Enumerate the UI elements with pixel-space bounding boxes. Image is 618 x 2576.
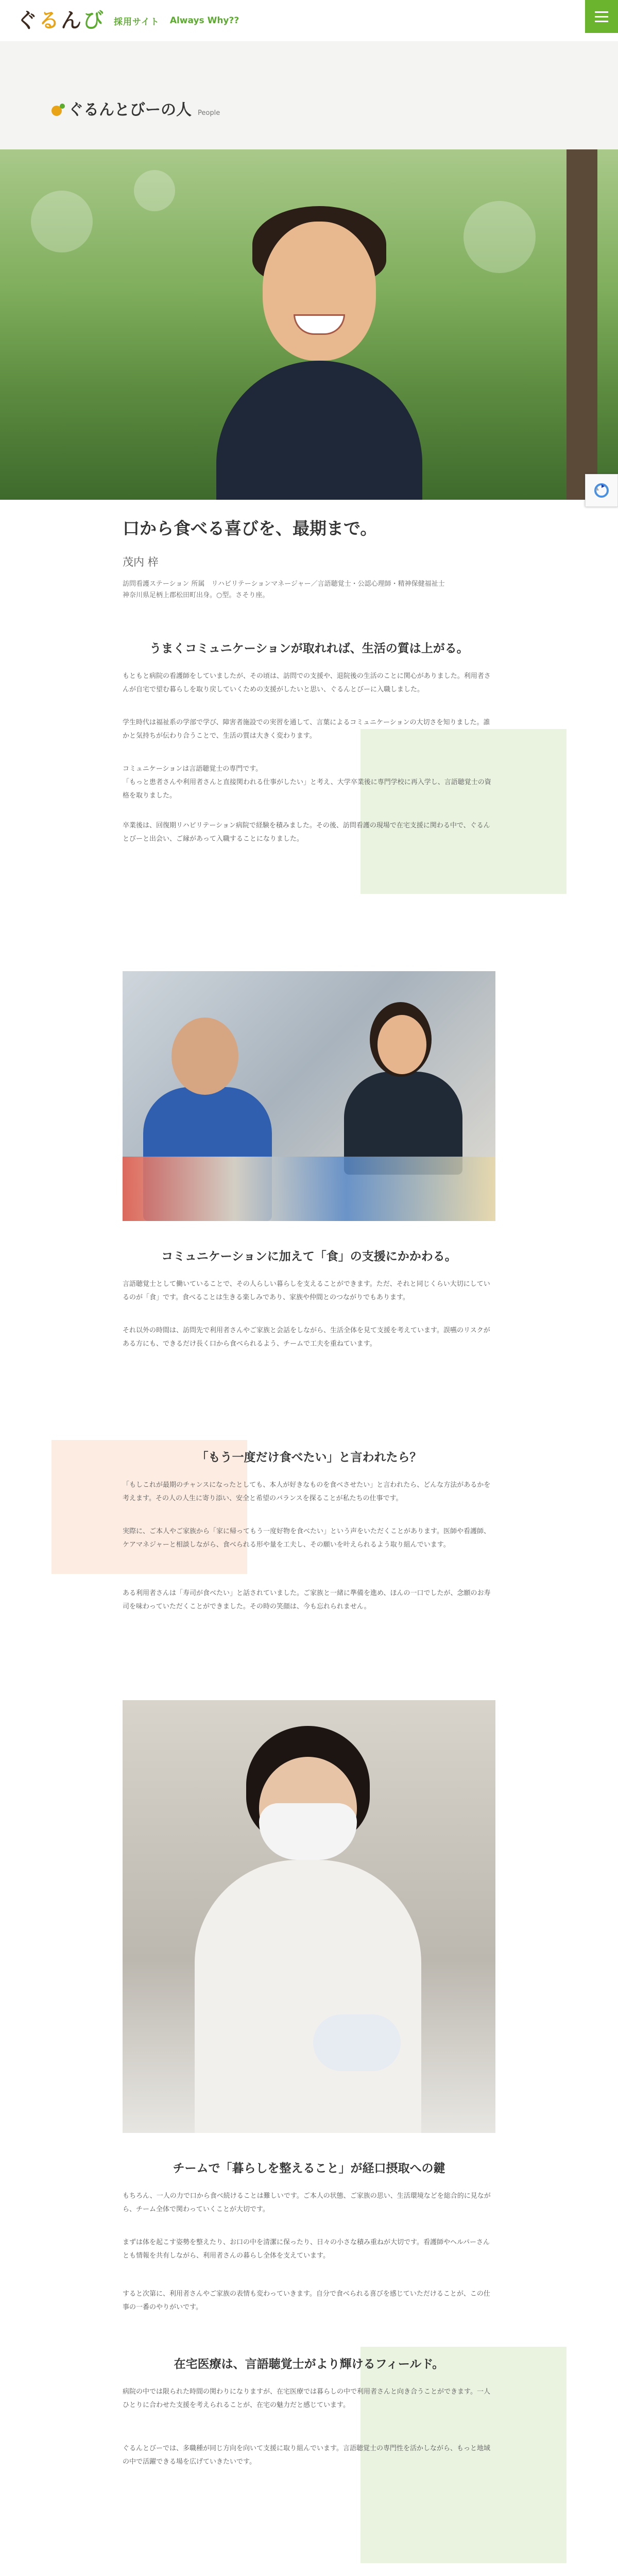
- section-paragraph: もちろん、一人の力で口から食べ続けることは難しいです。ご本人の状態、ご家族の思い、生活環境などを総合的に見ながら、チーム全体で関わっていくことが大切です。: [123, 2192, 491, 2213]
- staff-name: 茂内 梓: [123, 556, 159, 568]
- page-title-text: ぐるんとびーの人: [68, 101, 192, 119]
- section-paragraph: すると次第に、利用者さんやご家族の表情も変わっていきます。自分で食べられる喜びを感じていただけることが、この仕事の一番のやりがいです。: [123, 2290, 490, 2311]
- decor-band: [360, 729, 566, 894]
- section-title: うまくコミュニケーションが取れれば、生活の質は上がる。: [149, 642, 469, 655]
- staff-profile: 訪問看護ステーション 所属 リハビリテーションマネージャー／言語聴覚士・公認心理師・精神保健福祉士 神奈川県足柄上郡松田町出身。○型。さそり座。: [123, 580, 445, 600]
- site-tagline: Always Why??: [169, 15, 239, 26]
- section-title: 「もう一度だけ食べたい」と言われたら？: [196, 1451, 422, 1464]
- section-paragraph: 言語聴覚士として働いていることで、その人らしい暮らしを支えることができます。ただ、それと同じくらい大切にしているのが「食」です。食べることは生きる楽しみであり、家族や仲間とのつながりでもあります。: [123, 1280, 490, 1301]
- hero-photo: [0, 149, 618, 500]
- section-title: チームで「暮らしを整えること」が経口摂取への鍵: [173, 2162, 445, 2175]
- article-header: [123, 515, 495, 601]
- logo-subtitle: 採用サイト: [114, 16, 160, 27]
- logo-char: び: [83, 8, 104, 32]
- logo-char: ん: [61, 8, 81, 32]
- article-headline: 口から食べる喜びを、最期まで。: [123, 518, 377, 538]
- section-paragraph: 病院の中では限られた時間の関わりになりますが、在宅医療では暮らしの中で利用者さんと向き合うことができます。一人ひとりに合わせた支援を考えられることが、在宅の魅力だと感じています。: [123, 2388, 490, 2409]
- tree-trunk: [566, 149, 597, 500]
- logo-char: る: [39, 8, 59, 32]
- section-title: コミュニケーションに加えて「食」の支援にかかわる。: [161, 1250, 457, 1263]
- smiling-woman: [216, 206, 422, 500]
- logo-mark: [16, 10, 104, 31]
- section-paragraph: それ以外の時間は、訪問先で利用者さんやご家族と会話をしながら、生活全体を見て支援を考えています。誤嚥のリスクがある方にも、できるだけ長く口から食べられるよう、チームで工夫を重ねています。: [123, 1327, 490, 1348]
- title-dot-icon: [52, 106, 62, 116]
- section-paragraph: ある利用者さんは「寿司が食べたい」と話されていました。ご家族と一緒に準備を進め、ほんの一口でしたが、念願のお寿司を味わっていただくことができました。その時の笑顔は、今も忘れられません。: [123, 1589, 491, 1611]
- page-title-band: [0, 41, 618, 149]
- logo-char: ぐ: [16, 8, 37, 32]
- section-paragraph: 実際に、ご本人やご家族から「家に帰ってもう一度好物を食べたい」という声をいただくことがあります。医師や看護師、ケアマネジャーと相談しながら、食べられる形や量を工夫し、その願いを叶えられるよう取り組んでいます。: [123, 1528, 490, 1549]
- site-header: [0, 0, 618, 41]
- photo-oral-care: [123, 1700, 495, 2133]
- page-title-en: People: [198, 109, 220, 117]
- section-paragraph: コミュニケーションは言語聴覚士の専門です。 「もっと患者さんや利用者さんと直接関われる仕事がしたい」と考え、大学卒業後に専門学校に再入学し、言語聴覚士の資格を取りました。: [123, 765, 491, 800]
- section-paragraph: 学生時代は福祉系の学部で学び、障害者施設での実習を通して、言葉によるコミュニケーションの大切さを知りました。誰かと気持ちが伝わり合うことで、生活の質は大きく変わります。: [123, 719, 490, 740]
- section-paragraph: もともと病院の看護師をしていましたが、その頃は、訪問での支援や、退院後の生活のことに関心がありました。利用者さんが自宅で望む暮らしを取り戻していくための支援がしたいと思い、ぐるんとびーに入職しました。: [123, 672, 491, 693]
- page-title: [52, 97, 220, 120]
- section-paragraph: まずは体を起こす姿勢を整えたり、お口の中を清潔に保ったり、日々の小さな積み重ねが大切です。看護師やヘルパーさんとも情報を共有しながら、利用者さんの暮らし全体を支えています。: [123, 2239, 490, 2260]
- hamburger-menu-icon[interactable]: [585, 0, 618, 33]
- section-title: 在宅医療は、言語聴覚士がより輝けるフィールド。: [174, 2358, 444, 2371]
- section-paragraph: ぐるんとびーでは、多職種が同じ方向を向いて支援に取り組んでいます。言語聴覚士の専門性を活かしながら、もっと地域の中で活躍できる場を広げていきたいです。: [123, 2445, 490, 2466]
- photo-consultation: [123, 971, 495, 1221]
- site-logo[interactable]: [16, 10, 239, 31]
- recaptcha-badge-icon[interactable]: [585, 474, 618, 507]
- section-paragraph: 卒業後は、回復期リハビリテーション病院で経験を積みました。その後、訪問看護の現場で在宅支援に関わる中で、ぐるんとびーと出会い、ご縁があって入職することになりました。: [123, 822, 490, 843]
- section-paragraph: 「もしこれが最期のチャンスになったとしても、本人が好きなものを食べさせたい」と言われたら、どんな方法があるかを考えます。その人の人生に寄り添い、安全と希望のバランスを探ることが私たちの仕事です。: [123, 1481, 491, 1502]
